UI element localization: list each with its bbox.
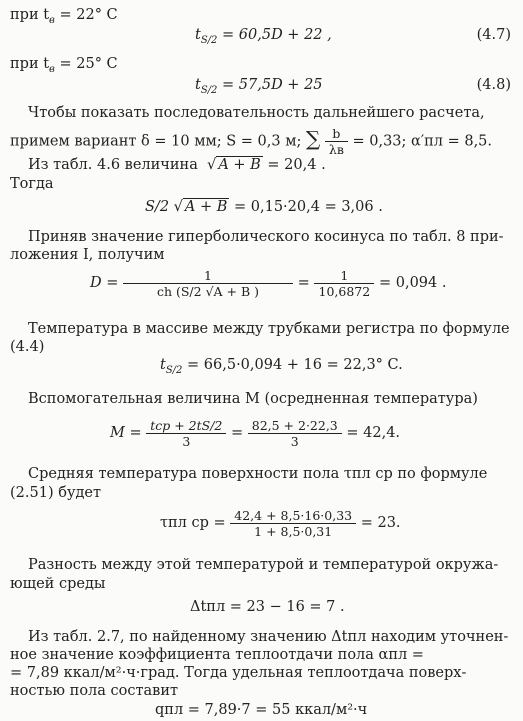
equation-D: D = $\frac{1}{ch (S/2 √A + B )}$ = $\frac{1}{10,6872}$ = 0,094 . <box>90 267 447 299</box>
paragraph-1-line-1: Чтобы показать последовательность дальнейшего расчета, <box>28 105 485 121</box>
paragraph-8-line-3: = 7,89 ккал/м²·ч·град. Тогда удельная теплоотдача поверх- <box>10 665 467 681</box>
paragraph-8-line-4: ностью пола составит <box>10 683 179 699</box>
paragraph-8-line-2: ное значение коэффициента теплоотдачи пола αпл = <box>10 647 424 663</box>
equation-4-8: $t_{S/2} = 57,5D + 25$ <box>195 77 323 96</box>
equation-q: qпл = 7,89·7 = 55 ккал/м²·ч <box>155 702 368 718</box>
paragraph-3-line-2: ложения I, получим <box>10 247 165 263</box>
paragraph-6-line-2: (2.51) будет <box>10 485 102 501</box>
equation-delta: Δtпл = 23 − 16 = 7 . <box>190 599 345 615</box>
equation-4-7: $t_{S/2} = 60,5D + 22$ , <box>195 27 332 46</box>
equation-number-4-8: (4.8) <box>476 77 511 93</box>
equation-M: M = $\frac{\text{tср + 2tS/2}}{3}$ = $\frac{82,5 + 2\cdot 22,3}{3}$ = 42,4. <box>110 417 401 449</box>
equation-s2: S/2 √ A + B = 0,15·20,4 = 3,06 . <box>145 199 383 215</box>
equation-number-4-7: (4.7) <box>476 27 511 43</box>
equation-tau: τпл ср = $\frac{42,4 + 8,5\cdot 16\cdot 0,33}{1 + 8,5\cdot 0,31}$ = 23. <box>160 507 401 539</box>
condition-25: при $t_в = 25^\circ$ C <box>10 56 118 75</box>
paragraph-7-line-1: Разность между этой температурой и температурой окружа- <box>28 557 499 573</box>
equation-T: $t_{S/2} = 66,5\cdot 0,094 + 16 = 22,3^\circ$ C. <box>160 357 403 376</box>
paragraph-7-line-2: ющей среды <box>10 576 106 592</box>
paragraph-4-line-2: (4.4) <box>10 339 45 355</box>
paragraph-3-line-1: Приняв значение гиперболического косинуса по табл. 8 при- <box>28 229 504 245</box>
then-label: Тогда <box>10 176 54 192</box>
paragraph-4-line-1: Температура в массиве между трубками регистра по формуле <box>28 321 510 337</box>
paragraph-5: Вспомогательная величина M (осредненная температура) <box>28 391 478 407</box>
paragraph-1-line-2: примем вариант δ = 10 мм; S = 0,3 м; ∑ $\frac{b}{\lambda в}$ = 0,33; α′пл = 8,5. <box>10 126 493 157</box>
paragraph-8-line-1: Из табл. 2.7, по найденному значению Δtпл находим уточнен- <box>28 629 509 645</box>
paragraph-6-line-1: Средняя температура поверхности пола τпл ср по формуле <box>28 466 488 482</box>
condition-22: при $t_в = 22^\circ$ C <box>10 7 118 26</box>
paragraph-2: Из табл. 4.6 величина √ A + B = 20,4 . <box>28 157 326 173</box>
